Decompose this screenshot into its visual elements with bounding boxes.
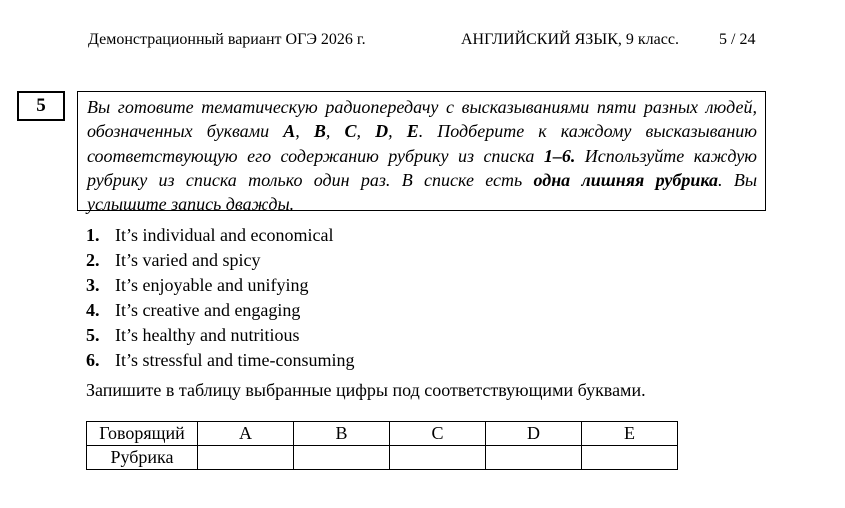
answer-table xyxy=(86,421,678,470)
option-number: 1. xyxy=(86,225,100,245)
option-text: It’s varied and spicy xyxy=(115,250,261,270)
option-number: 6. xyxy=(86,350,100,370)
option-item xyxy=(86,348,354,373)
option-item xyxy=(86,323,354,348)
letter-cell-e: E xyxy=(582,422,678,446)
instruction-sep: , xyxy=(356,121,376,142)
option-number: 2. xyxy=(86,250,100,270)
instruction-text: Используйте каждую рубрику из списка только один раз. В списке есть xyxy=(87,145,757,190)
letter-cell-a: A xyxy=(198,422,294,446)
option-text: It’s enjoyable and unifying xyxy=(115,275,309,295)
option-text: It’s healthy and nutritious xyxy=(115,325,300,345)
answer-cell-b[interactable] xyxy=(294,446,390,470)
instruction-sep: , xyxy=(325,121,345,142)
letter-cell-d: D xyxy=(486,422,582,446)
rubric-header: Рубрика xyxy=(87,446,198,470)
letter-d: D xyxy=(375,121,389,142)
rubric-row xyxy=(87,446,678,470)
letter-cell-b: B xyxy=(294,422,390,446)
instruction-text: . Подберите к каждому высказыванию соответствующую его содержанию рубрику из списка xyxy=(87,121,757,166)
speaker-header: Говорящий xyxy=(87,422,198,446)
option-number: 4. xyxy=(86,300,100,320)
instruction-text: . Вы услышите запись дважды. xyxy=(87,169,758,215)
instruction-sep: , xyxy=(295,121,314,142)
option-text: It’s individual and economical xyxy=(115,225,334,245)
option-number: 3. xyxy=(86,275,100,295)
extra-rubric-note: одна лишняя рубрика xyxy=(533,169,719,190)
option-item xyxy=(86,223,354,248)
speaker-row xyxy=(87,422,678,446)
answer-cell-e[interactable] xyxy=(582,446,678,470)
option-item xyxy=(86,298,354,323)
letter-e: E xyxy=(406,121,419,142)
option-text: It’s stressful and time-consuming xyxy=(115,350,355,370)
instruction-sep: , xyxy=(388,121,407,142)
option-text: It’s creative and engaging xyxy=(115,300,301,320)
answer-cell-c[interactable] xyxy=(390,446,486,470)
options-list xyxy=(86,223,354,373)
answer-cell-a[interactable] xyxy=(198,446,294,470)
task-instruction-box xyxy=(77,91,766,215)
page-number: 5 / 24 xyxy=(719,31,756,48)
write-instruction: Запишите в таблицу выбранные цифры под соответствующими буквами. xyxy=(86,380,646,400)
instruction-text: Вы готовите тематическую радиопередачу с высказываниями пяти разных людей, обозначенных буквами xyxy=(87,97,757,142)
answer-cell-d[interactable] xyxy=(486,446,582,470)
letter-cell-c: C xyxy=(390,422,486,446)
header-subject: АНГЛИЙСКИЙ ЯЗЫК, 9 класс. xyxy=(461,31,679,48)
letter-c: C xyxy=(344,121,357,142)
option-range: 1–6. xyxy=(543,145,576,166)
option-item xyxy=(86,248,354,273)
header-title: Демонстрационный вариант ОГЭ 2026 г. xyxy=(88,31,366,48)
letter-a: A xyxy=(283,121,296,142)
task-number-box: 5 xyxy=(17,91,65,121)
option-number: 5. xyxy=(86,325,100,345)
option-item xyxy=(86,273,354,298)
letter-b: B xyxy=(313,121,326,142)
